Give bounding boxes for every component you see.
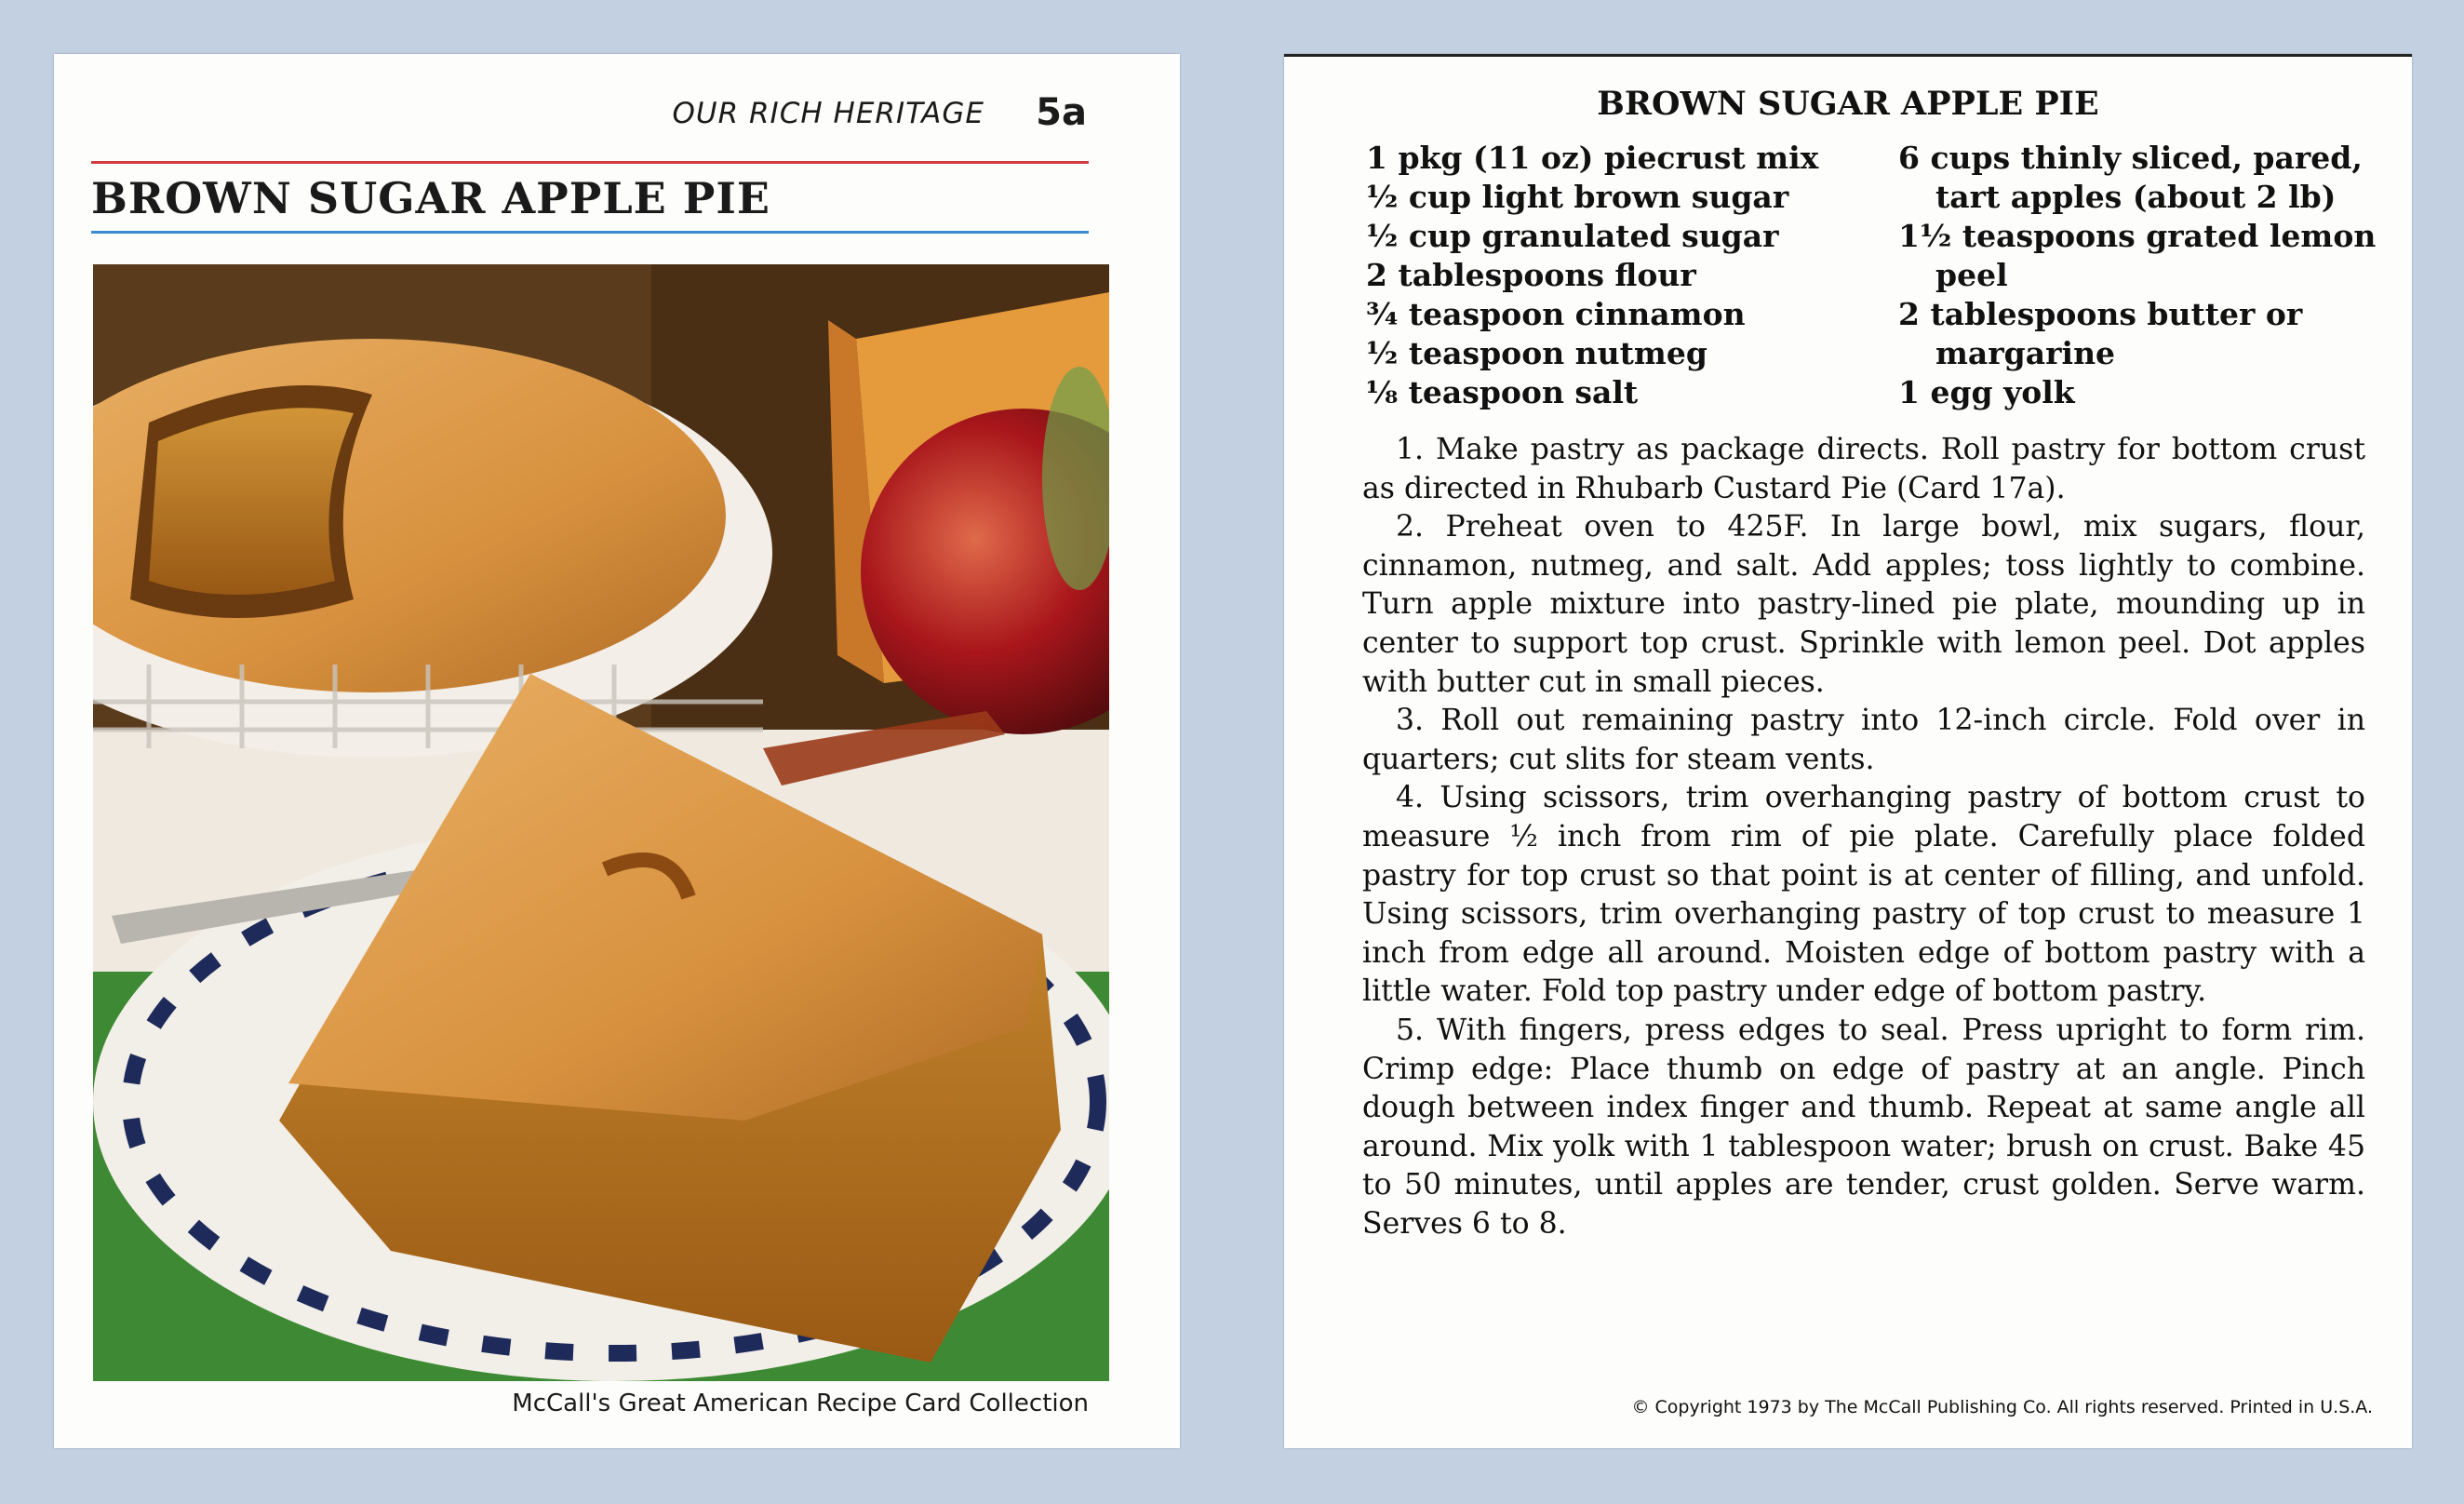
ingredient-line: 1 egg yolk [1898, 374, 2075, 410]
ingredient-line: tart apples (about 2 lb) [1935, 179, 2337, 215]
direction-step: 3. Roll out remaining pastry into 12-inch circle. Fold over in quarters; cut slits for steam vents. [1362, 704, 2365, 776]
direction-step: 1. Make pastry as package directs. Roll pastry for bottom crust as directed in Rhubarb Custard Pie (Card 17a). [1362, 433, 2365, 505]
ingredient-line: 2 tablespoons butter or [1898, 296, 2303, 332]
ingredient-line: 6 cups thinly sliced, pared, [1898, 140, 2363, 176]
directions [1362, 431, 2365, 1243]
ingredient-line: peel [1935, 257, 2008, 293]
ingredient-line: 2 tablespoons flour [1366, 257, 1696, 293]
ingredient-line: ½ cup granulated sugar [1366, 218, 1779, 254]
pie-photo [93, 264, 1109, 1381]
red-rule [91, 161, 1089, 164]
ingredient-line: ¾ teaspoon cinnamon [1366, 296, 1746, 332]
ingredient-line: 1½ teaspoons grated lemon [1898, 218, 2377, 254]
series-header [54, 91, 1180, 138]
recipe-card-back [1284, 54, 2412, 1448]
recipe-card-front [54, 54, 1180, 1448]
ingredients-right-column [1898, 139, 2382, 412]
ingredients-left-column [1366, 139, 1868, 412]
direction-step: 5. With fingers, press edges to seal. Press upright to form rim. Crimp edge: Place thumb on edge of pastry at an angle. Pinch dough between index finger and thumb. Repeat at same angle all around. Mix yolk with 1 tablespoon water; brush on crust. Bake 45 to 50 minutes, until apples are tender, crust golden. Serve warm. Serves 6 to 8. [1362, 1013, 2365, 1241]
card-number: 5a [1036, 91, 1087, 134]
ingredient-line: ½ cup light brown sugar [1366, 179, 1789, 215]
direction-step: 2. Preheat oven to 425F. In large bowl, mix sugars, flour, cinnamon, nutmeg, and salt. Add apples; toss lightly to combine. Turn apple mixture into pastry-lined pie plate, mounding up in center to support top crust. Sprinkle with lemon peel. Dot apples with butter cut in small pieces. [1362, 510, 2365, 699]
series-name: OUR RICH HERITAGE [672, 97, 984, 130]
direction-step: 4. Using scissors, trim overhanging pastry of bottom crust to measure ½ inch from rim of pie plate. Carefully place folded pastry for top crust so that point is at center of filling, and unfold. Using scissors, trim overhanging pastry of top crust to measure 1 inch from edge all around. Moisten edge of bottom pastry with a little water. Fold top pastry under edge of bottom pastry. [1362, 781, 2365, 1009]
recipe-title: BROWN SUGAR APPLE PIE [91, 173, 770, 223]
copyright-notice: © Copyright 1973 by The McCall Publishing Co. All rights reserved. Printed in U.S.A. [1631, 1397, 2373, 1417]
back-title: BROWN SUGAR APPLE PIE [1597, 85, 2099, 123]
ingredient-line: 1 pkg (11 oz) piecrust mix [1366, 140, 1819, 176]
ingredient-line: ⅛ teaspoon salt [1366, 374, 1639, 410]
ingredient-line: ½ teaspoon nutmeg [1366, 335, 1707, 371]
blue-rule [91, 231, 1089, 234]
collection-credit: McCall's Great American Recipe Card Collection [512, 1390, 1089, 1417]
ingredient-line: margarine [1935, 335, 2116, 371]
